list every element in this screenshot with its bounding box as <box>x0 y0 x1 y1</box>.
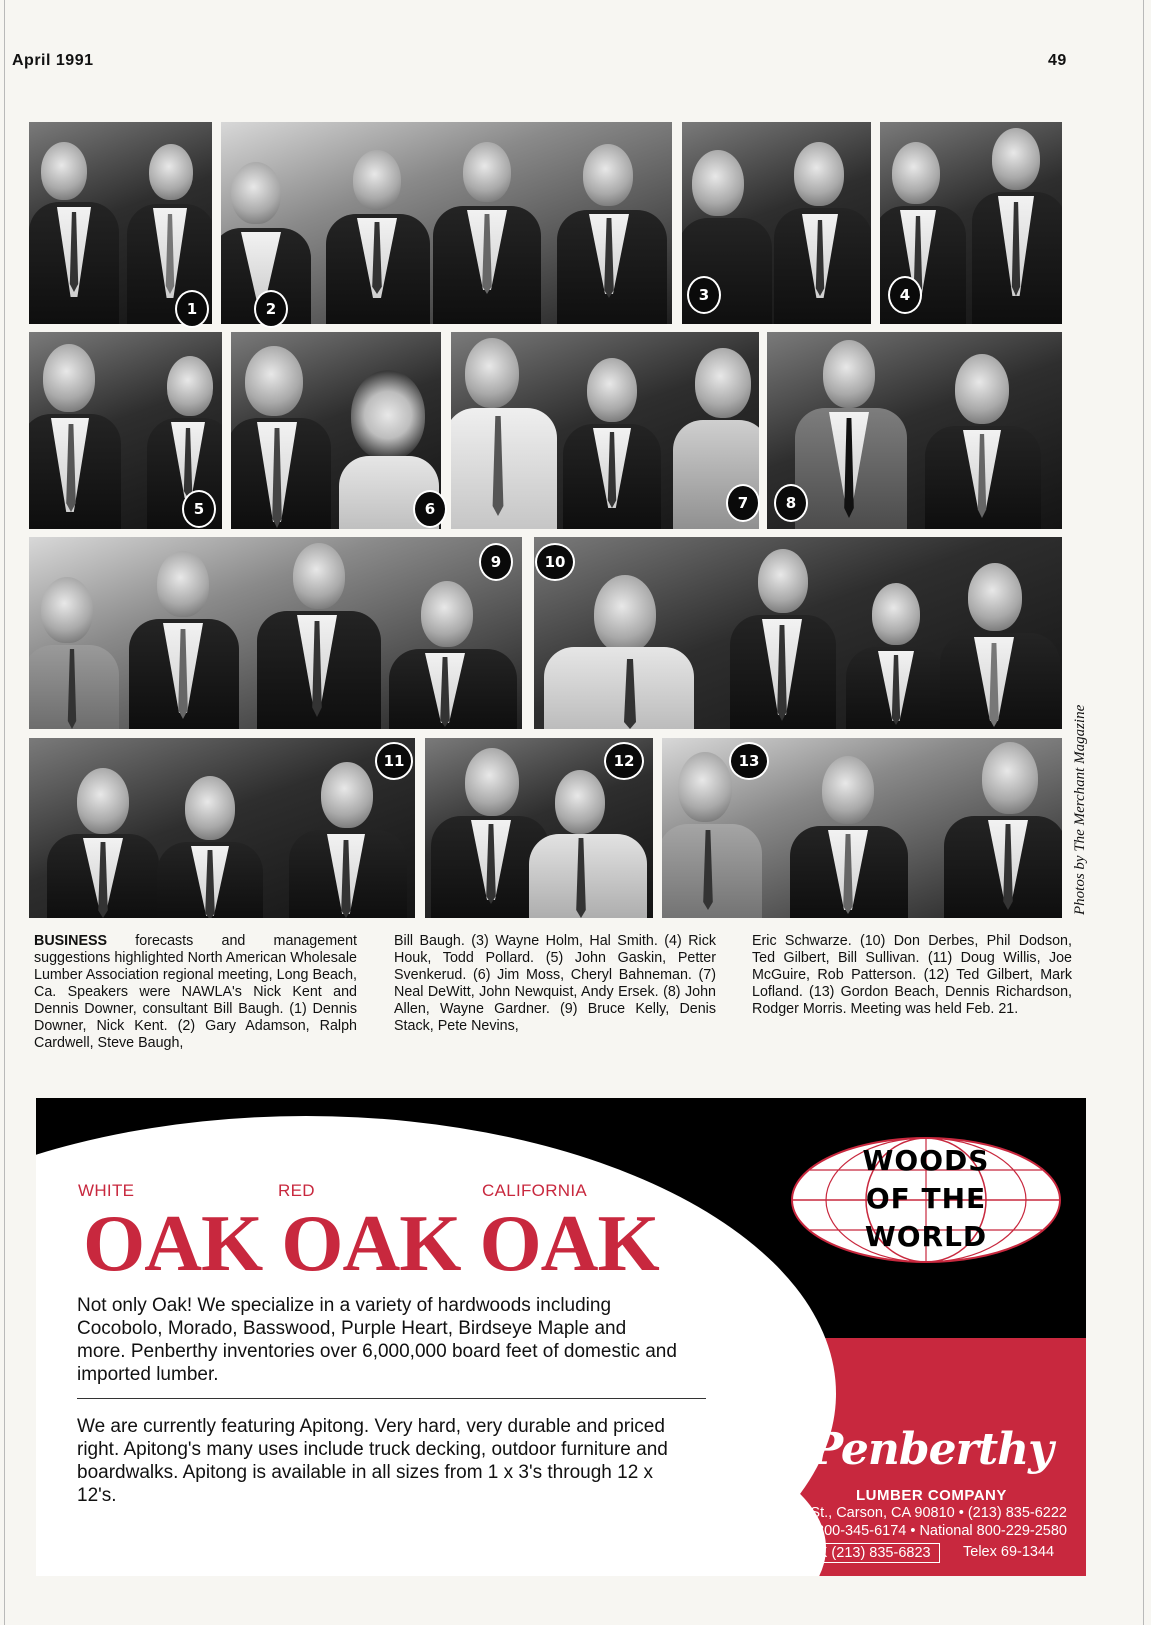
photo-11 <box>29 738 415 918</box>
photo-6 <box>231 332 441 529</box>
photo-number-2: 2 <box>254 290 288 328</box>
oak-headline: OAK OAK OAK <box>83 1200 659 1288</box>
photo-number-6: 6 <box>413 490 447 528</box>
caption-text-1: forecasts and management suggestions highlighted North American Wholesale Lumber Association regional meeting, Long Beach, Ca. Speakers were NAWLA's Nick Kent and Dennis Downer, consultant Bill Baugh. (1) Dennis Downer, Nick Kent. (2) Gary Adamson, Ralph Cardwell, Steve Baugh, <box>34 933 357 1051</box>
caption-column-3 <box>752 933 1072 1018</box>
woods-of-the-world-logo <box>790 1135 1062 1265</box>
oak-type-california: CALIFORNIA <box>482 1181 588 1200</box>
logo-line-woods: WOODS <box>862 1144 990 1177</box>
issue-date: April 1991 <box>12 52 94 69</box>
ad-paragraph-1: Not only Oak! We specialize in a variety of hardwoods including Cocobolo, Morado, Basswood, Purple Heart, Birdseye Maple and more. Penberthy inventories over 6,000,000 board feet of domestic and imported lumber. <box>77 1295 677 1385</box>
oak-type-red: RED <box>278 1181 315 1200</box>
photo-10 <box>534 537 1062 729</box>
photo-8 <box>767 332 1062 529</box>
photo-number-4: 4 <box>888 276 922 314</box>
company-phones: So. California 800-345-6174 • National 800-229-2580 <box>724 1523 1067 1539</box>
oak-type-white: WHITE <box>78 1181 135 1200</box>
logo-line-of-the: OF THE <box>865 1182 987 1215</box>
photo-2 <box>221 122 672 324</box>
photo-number-5: 5 <box>182 490 216 528</box>
telex-number: Telex 69-1344 <box>963 1544 1055 1560</box>
photo-number-1: 1 <box>175 290 209 328</box>
photo-number-3: 3 <box>687 276 721 314</box>
photo-credit: Photos by The Merchant Magazine <box>1072 704 1088 915</box>
caption-text-2: Bill Baugh. (3) Wayne Holm, Hal Smith. (4) Rick Houk, Todd Pollard. (5) John Gaskin, Petter Svenkerud. (6) Jim Moss, Cheryl Bahneman. (7) Neal DeWitt, John Newquist, Andy Ersek. (8) John Allen, Wayne Gardner. (9) Bruce Kelly, Denis Stack, Pete Nevins, <box>394 933 716 1034</box>
company-subtitle: LUMBER COMPANY <box>856 1487 1007 1504</box>
photo-number-12: 12 <box>604 742 644 780</box>
photo-number-7: 7 <box>726 484 760 522</box>
ad-paragraph-2: We are currently featuring Apitong. Very hard, very durable and priced right. Apitong's many uses include truck decking, outdoor furniture and boardwalks. Apitong is available in all sizes from 1 x 3's through 12 x 12's. <box>77 1416 668 1506</box>
photo-number-9: 9 <box>479 543 513 581</box>
photo-number-11: 11 <box>375 742 413 780</box>
caption-column-1 <box>34 933 357 1052</box>
logo-line-world: WORLD <box>864 1220 988 1253</box>
page-edge-left <box>4 0 5 1625</box>
ad-divider <box>77 1398 706 1399</box>
company-logo: Penberthy <box>810 1424 1053 1475</box>
photo-number-10: 10 <box>535 543 575 581</box>
photo-13 <box>662 738 1062 918</box>
photo-7 <box>451 332 759 529</box>
photo-number-8: 8 <box>774 484 808 522</box>
photo-9 <box>29 537 522 729</box>
caption-column-2 <box>394 933 716 1035</box>
company-address: 2011 E. Carson St., Carson, CA 90810 • (213) 835-6222 <box>706 1505 1067 1521</box>
photo-number-13: 13 <box>729 742 769 780</box>
caption-text-3: Eric Schwarze. (10) Don Derbes, Phil Dodson, Ted Gilbert, Bill Sullivan. (11) Doug Willis, Joe McGuire, Rob Patterson. (12) Ted Gilbert, Mark Lofland. (13) Gordon Beach, Dennis Richardson, Rodger Morris. Meeting was held Feb. 21. <box>752 933 1072 1017</box>
page-number: 49 <box>1048 52 1067 69</box>
caption-lead: BUSINESS <box>34 933 108 949</box>
page-edge-right <box>1143 0 1144 1625</box>
fax-number: FAX (213) 835-6823 <box>791 1543 940 1563</box>
